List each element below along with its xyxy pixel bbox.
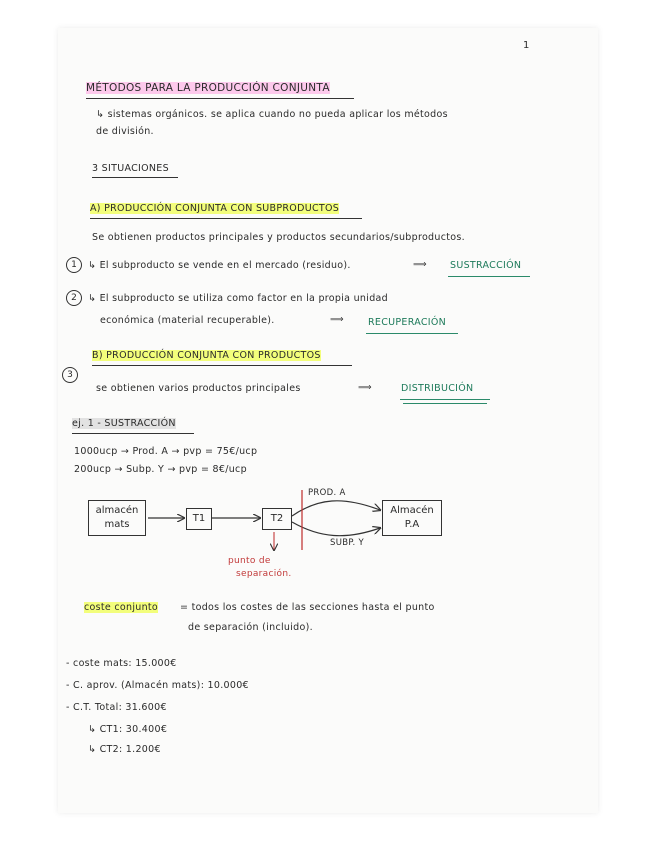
split-point-label-2: separación. xyxy=(236,569,292,579)
notebook-page xyxy=(58,28,598,813)
section-b-heading: B) PRODUCCIÓN CONJUNTA CON PRODUCTOS xyxy=(92,350,321,361)
item-2-arrow: ⟹ xyxy=(330,314,344,325)
store-raw-line-1: almacén xyxy=(95,505,139,516)
split-point-label-1: punto de xyxy=(228,556,271,566)
example-line-1: 1000ucp → Prod. A → pvp = 75€/ucp xyxy=(74,446,258,457)
example-heading: ej. 1 - SUSTRACCIÓN xyxy=(72,418,176,429)
item-2-result: RECUPERACIÓN xyxy=(368,317,447,328)
cost-item-2: - C. aprov. (Almacén mats): 10.000€ xyxy=(66,680,249,691)
process-diagram-lines xyxy=(58,28,598,813)
page-title: MÉTODOS PARA LA PRODUCCIÓN CONJUNTA xyxy=(86,82,330,94)
section-t1-box: T1 xyxy=(186,508,212,530)
item-number-2: 2 xyxy=(66,290,82,306)
store-raw-line-2: mats xyxy=(104,519,130,530)
situations-heading: 3 SITUACIONES xyxy=(92,163,169,174)
joint-cost-definition-1: = todos los costes de las secciones hasta el punto xyxy=(180,602,435,613)
store-pa-line-2: P.A xyxy=(404,519,420,530)
joint-cost-definition-2: de separación (incluido). xyxy=(188,622,313,633)
arrow-prod-a xyxy=(292,501,380,516)
item-3-text: se obtienen varios productos principales xyxy=(96,383,301,394)
item-2-line-2: económica (material recuperable). xyxy=(100,315,275,326)
sub-cost-ct2: ↳ CT2: 1.200€ xyxy=(88,744,161,755)
section-t2-box: T2 xyxy=(262,508,292,530)
section-a-heading: A) PRODUCCIÓN CONJUNTA CON SUBPRODUCTOS xyxy=(90,203,340,214)
item-number-1: 1 xyxy=(66,257,82,273)
intro-line-1: ↳ sistemas orgánicos. se aplica cuando no pueda aplicar los métodos xyxy=(96,109,448,120)
item-3-arrow: ⟹ xyxy=(358,382,372,393)
item-1-arrow: ⟹ xyxy=(413,259,427,270)
item-1-text: ↳ El subproducto se vende en el mercado (residuo). xyxy=(88,260,351,271)
item-2-line-1: ↳ El subproducto se utiliza como factor en la propia unidad xyxy=(88,293,388,304)
cost-item-1: - coste mats: 15.000€ xyxy=(66,658,177,669)
section-a-description: Se obtienen productos principales y productos secundarios/subproductos. xyxy=(92,232,465,243)
store-pa-line-1: Almacén xyxy=(390,505,434,516)
arrow-subp-y xyxy=(292,522,380,536)
prod-a-label: PROD. A xyxy=(308,488,346,498)
subp-y-label: SUBP. Y xyxy=(330,538,364,548)
item-3-result: DISTRIBUCIÓN xyxy=(401,383,474,394)
joint-cost-label: coste conjunto xyxy=(84,602,159,613)
item-number-3: 3 xyxy=(62,367,78,383)
item-1-result: SUSTRACCIÓN xyxy=(450,260,522,271)
example-line-2: 200ucp → Subp. Y → pvp = 8€/ucp xyxy=(74,464,247,475)
cost-item-3: - C.T. Total: 31.600€ xyxy=(66,702,167,713)
intro-line-2: de división. xyxy=(96,126,154,137)
sub-cost-ct1: ↳ CT1: 30.400€ xyxy=(88,724,168,735)
page-number: 1 xyxy=(523,40,530,51)
